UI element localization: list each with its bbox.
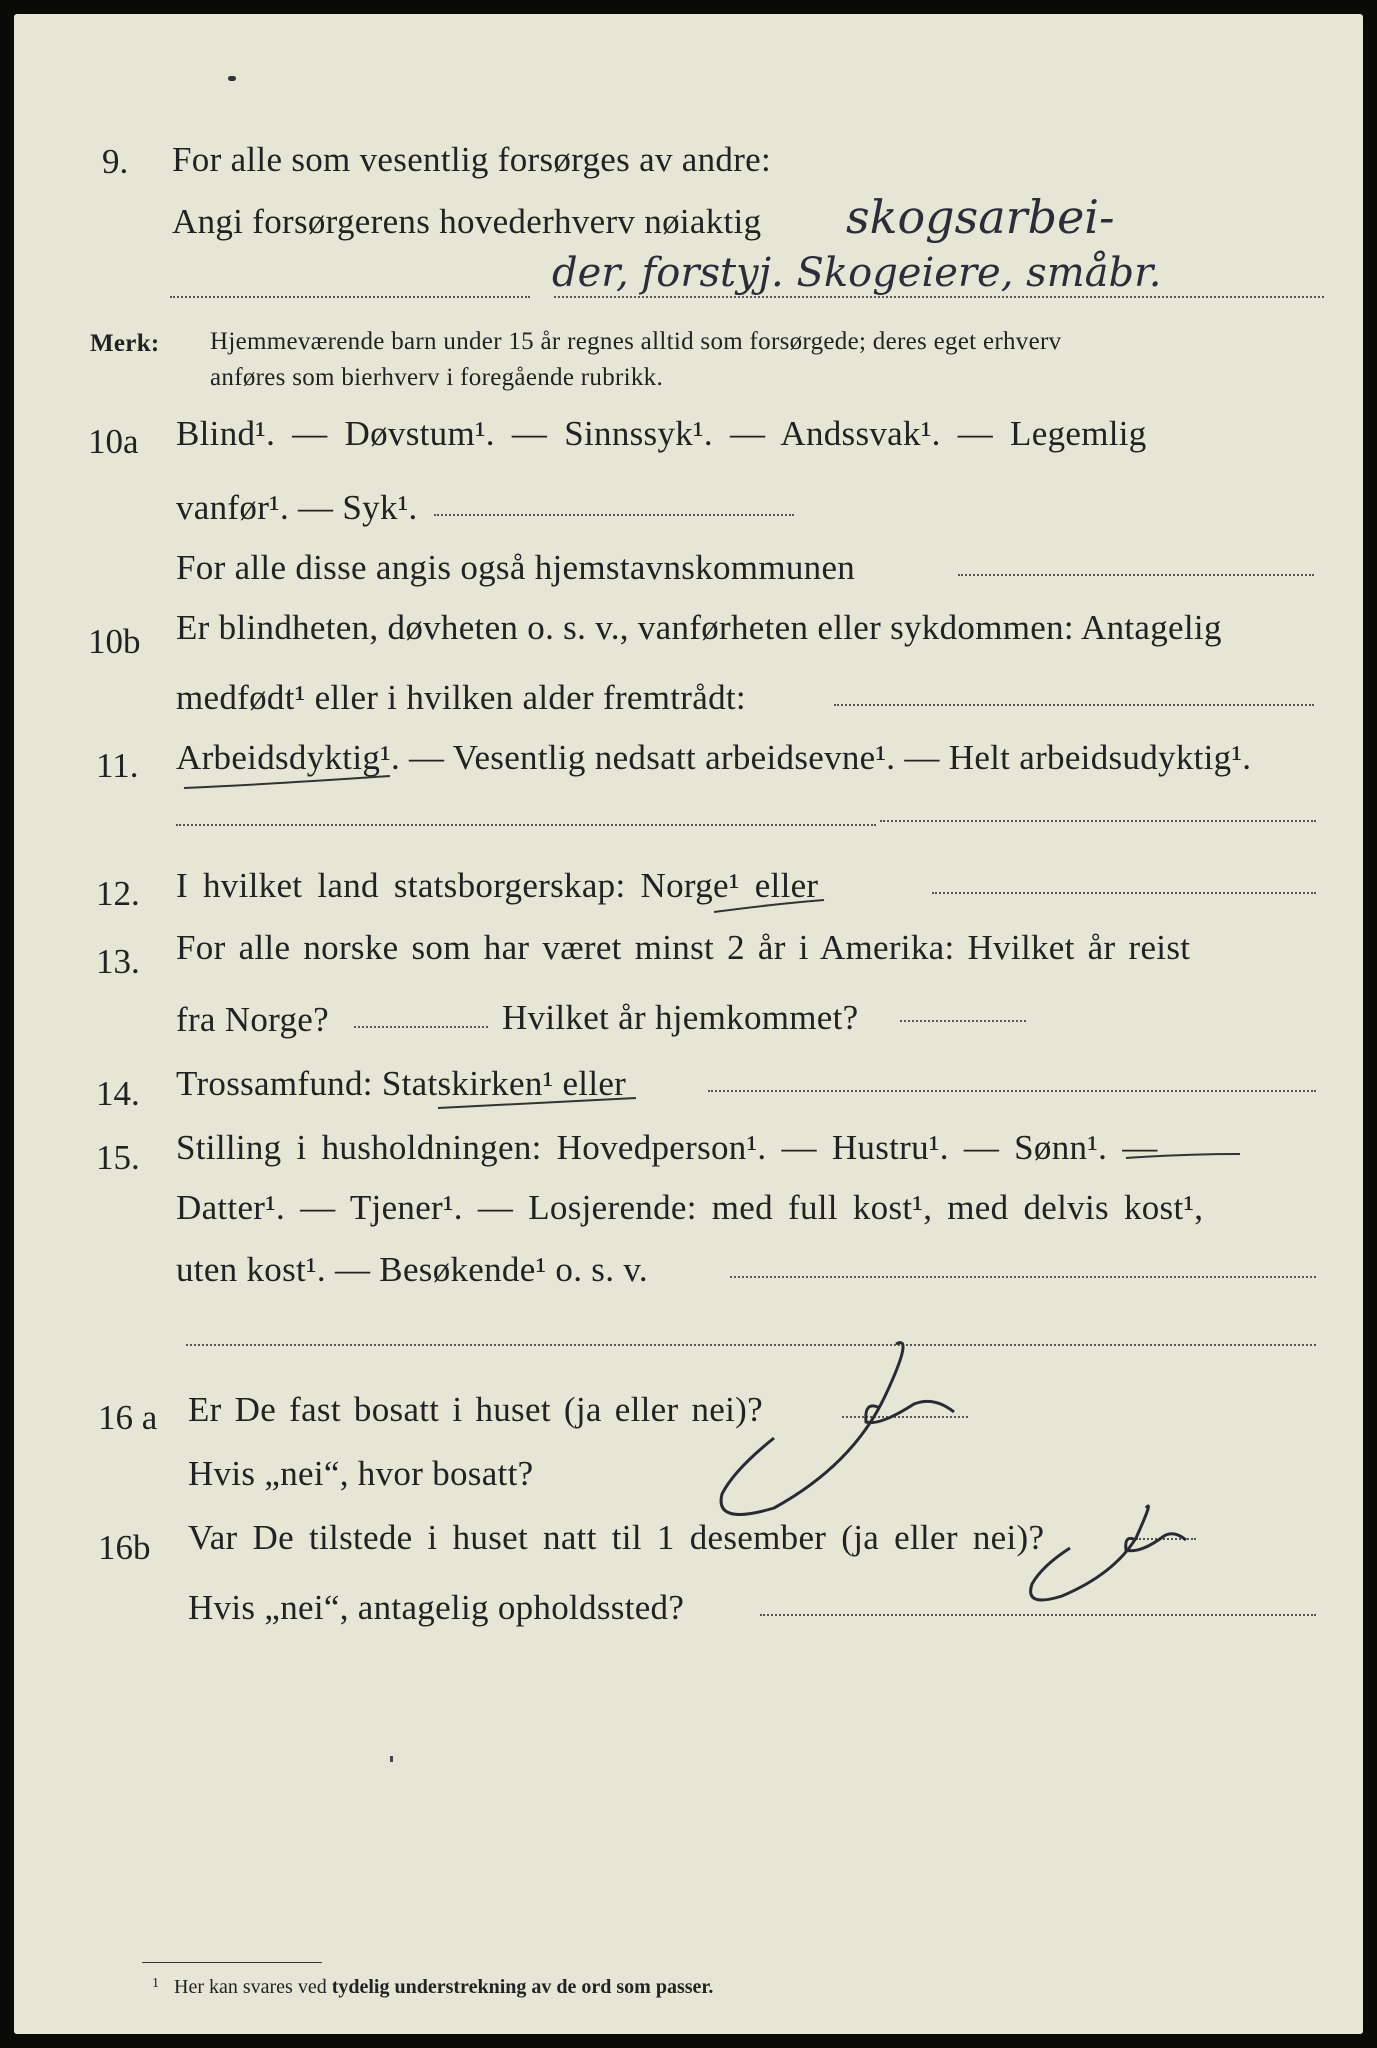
q11-number: 11. — [96, 746, 139, 785]
census-form-page — [14, 14, 1363, 2034]
merk-line2: anføres som bierhverv i foregående rubrikk. — [210, 364, 664, 391]
footnote-text-bold: tydelig understrekning av de ord som passer. — [331, 1976, 714, 1998]
q9-number: 9. — [102, 142, 129, 181]
q13-number: 13. — [96, 942, 140, 981]
footnote-mark: 1 — [152, 1976, 159, 1991]
q16b-line1: Var De tilstede i huset natt til 1 desember (ja eller nei)? — [188, 1518, 1045, 1557]
q10a-line2: vanfør¹. — Syk¹. — [176, 488, 418, 527]
underline-sonn — [1126, 1154, 1240, 1158]
underline-norge — [714, 900, 824, 912]
q13-line2b: Hvilket år hjemkommet? — [502, 998, 859, 1037]
q12-number: 12. — [96, 874, 140, 913]
q15-line1: Stilling i husholdningen: Hovedperson¹. — Hustru¹. — Sønn¹. — — [176, 1128, 1158, 1167]
q10b-line2: medfødt¹ eller i hvilken alder fremtrådt: — [176, 678, 746, 717]
handwritten-ja-16a — [721, 1343, 954, 1515]
q16a-line2: Hvis „nei“, hvor bosatt? — [188, 1454, 534, 1493]
q14-number: 14. — [96, 1074, 140, 1113]
merk-label: Merk: — [90, 330, 160, 357]
footnote-text-plain: Her kan svares ved — [174, 1976, 327, 1998]
q9-line2: Angi forsørgerens hovederhverv nøiaktig — [172, 202, 762, 241]
merk-line1: Hjemmeværende barn under 15 år regnes alltid som forsørgede; deres eget erhverv — [210, 328, 1062, 355]
underline-statskirken — [438, 1098, 636, 1108]
q9-answer-2: der, forstyj. Skogeiere, småbr. — [552, 250, 1162, 296]
q15-number: 15. — [96, 1138, 140, 1177]
q10b-number: 10b — [88, 622, 141, 661]
q16a-line1: Er De fast bosatt i huset (ja eller nei)? — [188, 1390, 763, 1429]
q15-line2: Datter¹. — Tjener¹. — Losjerende: med full kost¹, med delvis kost¹, — [176, 1188, 1204, 1227]
handwriting-strokes — [14, 14, 1363, 2034]
q10a-line1: Blind¹. — Døvstum¹. — Sinnssyk¹. — Andssvak¹. — Legemlig — [176, 414, 1147, 453]
q13-line1: For alle norske som har været minst 2 år i Amerika: Hvilket år reist — [176, 928, 1191, 967]
q14-line1: Trossamfund: Statskirken¹ eller — [176, 1064, 627, 1103]
q11-line1: Arbeidsdyktig¹. — Vesentlig nedsatt arbeidsevne¹. — Helt arbeidsudyktig¹. — [176, 738, 1252, 777]
q15-line3: uten kost¹. — Besøkende¹ o. s. v. — [176, 1250, 648, 1289]
q10a-line3: For alle disse angis også hjemstavnskommunen — [176, 548, 856, 587]
q10a-number: 10a — [88, 422, 139, 461]
underline-arbeidsdyktig — [184, 776, 390, 788]
q16b-line2: Hvis „nei“, antagelig opholdssted? — [188, 1588, 685, 1627]
q16b-number: 16b — [98, 1528, 151, 1567]
q9-line1: For alle som vesentlig forsørges av andre: — [172, 140, 772, 179]
q16a-number: 16 a — [98, 1398, 158, 1437]
q9-answer-1: skogsarbei- — [846, 190, 1115, 244]
q13-line2a: fra Norge? — [176, 1000, 329, 1039]
q10b-line1: Er blindheten, døvheten o. s. v., vanførheten eller sykdommen: Antagelig — [176, 608, 1222, 647]
q12-line1: I hvilket land statsborgerskap: Norge¹ eller — [176, 866, 819, 905]
handwritten-ja-16b — [1031, 1506, 1186, 1600]
